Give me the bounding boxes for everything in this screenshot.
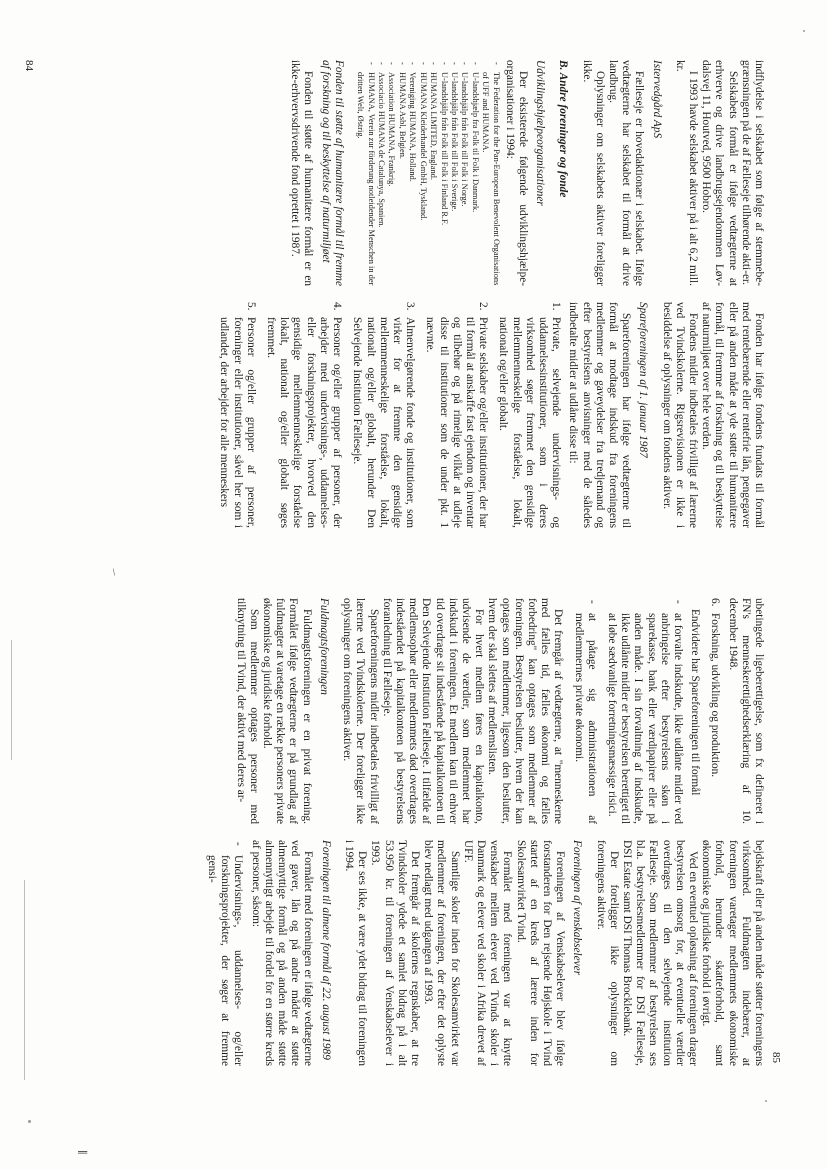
item-text: Personer og/eller grupper af personer, foreninger eller institutioner, såvel her som i udlandet, der arbejder for alle menneskers: [218, 317, 257, 528]
item-number: 2.: [477, 302, 490, 311]
item-number: 6.: [709, 598, 722, 607]
item-number: 4.: [331, 302, 344, 311]
paragraph: Selskabets formål er ifølge vedtægterne at erhverve og drive landbrugsejendommen Løv-dalsvej 11, Houtved, 9500 Hobro.: [700, 60, 739, 286]
column-2: [210, 302, 765, 528]
paragraph: Der ses ikke, at være ydet bidrag til foreningen i 1994.: [342, 840, 369, 1066]
list-item: - at forvalte indskudte, ikke udlånte midler ved anbringelse efter bestyrelsens skøn i sparekasse, bank eller værdipapirer eller på anden måde. I sin forvaltning af indskudte, ikke udlånte midler er bestyrelsen berettiget til at løbe sædvanlige forretningsmæssige risici.: [605, 613, 684, 824]
paragraph: Formålet med foreningen er ifølge vedtægterne ved gaver, lån og på andre måder at støtte almennyttige formål og på anden måde støtte almennyttigt arbejde til fordel for en større kreds af personer, såsom:: [249, 840, 315, 1066]
paragraph: Ved en eventuel opløsning af foreningen drager bestyrelsen omsorg for, at eventuelle værdier overdrages til den selvejende institution Fælleseje. Som medlemmer af bestyrelsen ses bl.a. bestyrelsesmedlemmer for DSI Fælleseje, DSI Estate samt DSI Thomas Brocklebank.: [620, 840, 699, 1066]
paragraph: Fælleseje er hovedaktionær i selskabet. Ifølge vedtægterne har selskabet til formål at drive landbrug.: [606, 60, 646, 286]
paragraph: Det fremgår af skolernes regnskaber, at tre Tvindskoler ydede et samlet bidrag på i alt 53.950 kr. til foreningen af Venskabselever i 1993.: [369, 840, 421, 1066]
list-item: [423, 302, 490, 528]
list-item: [264, 302, 344, 528]
list-item: - HUMANA LIMITED, England.: [428, 72, 438, 286]
item-text: Private selskaber og/eller institutioner, der har til formål at anskaffe fast ejendom og inventar og tilbehør og på rimelige vilkår at udleje disse til institutioner som de under pkt. 1 nævnte.: [424, 317, 490, 528]
pen-mark-icon: /: [109, 565, 118, 577]
paragraph: Spareforeningens midler indbetales frivilligt af lærerne ved Tvindskolerne. Der foreligger ikke oplysninger om foreningens aktiver.: [341, 598, 380, 824]
scan-line: [24, 880, 25, 1080]
paragraph: Fonden har ifølge fondens fundats til formål med rentebærende eller rentefrie lån, pengegaver eller på anden måde at yde støtte til humanitære formål, til fremme af forskning og til beskyttelse af naturmiljøet over hele verden.: [700, 302, 765, 528]
item-number: 3.: [404, 302, 417, 311]
list-item: - U-landshjælp fra Folk til Folk i Danmark.: [469, 72, 479, 286]
paragraph: Fonden til støtte af humanitære formål er en ikke-erhvervsdrivende fond oprettet i 1987.: [289, 60, 315, 286]
paragraph: Der foreligger ikke oplysninger om foreningens aktiver.: [594, 840, 620, 1066]
column-1: [288, 60, 765, 286]
item-text: Almenvelgørende fonde og institutioner, som virker for at fremme den gensidige mellemmenneskelige forståelse, lokalt, nationalt og/eller globalt, herunder Den Selvejende Institution Fælleseje.: [351, 317, 417, 528]
list-item: - U-landshjälp från Folk till Folk i Finland R.F.: [438, 72, 448, 286]
paragraph: Der eksisterede følgende udviklingshjælpe-organisationer i 1994:: [503, 60, 529, 286]
paragraph: For hvert medlem føres en kapitalkonto, udvisende de værdier, som medlemmet har indskudt i foreningen. Et medlem kan til enhver tid overdrage sit indestående på kapitalkontoen til Den Selvejende Institution Fælleseje. I tilfælde af medlemsophør eller medlemmets død overdrages indeståendet på kapitalkontoen på bestyrelsens foranledning til Fælleseje.: [380, 598, 486, 824]
section-heading: Foreningen af venskabselever: [571, 840, 584, 976]
paragraph: indflydelse i selskabet som følge af stemmebe-grænsningen på de af Fælleseje tilhørende akti-er.: [739, 60, 765, 286]
list-item: - Vereniging HUMANA, Holland.: [407, 72, 417, 286]
scan-line: [11, 640, 12, 760]
section-heading: Spareforeningen af 1. januar 1987: [637, 302, 650, 458]
list-item: - HUMANA Asbl, Belgien.: [396, 72, 406, 286]
list-item: - at påtage sig administrationen af medlemmernes private økonomi.: [571, 613, 597, 824]
list-item: - The Federation for the Pan-European Benevolent Organisations of UFF and HUMANA.: [480, 72, 501, 286]
list-item: [708, 598, 722, 824]
paragraph: Samtlige skoler inden for Skolesamvirket var medlemmer af foreningen, der efter det oplyste blev nedlagt med udgangen af 1993.: [422, 840, 461, 1066]
section-heading: Foreningen til almene formål af 22. august 1989: [319, 840, 332, 1060]
item-number: 5.: [244, 302, 257, 311]
item-text: Private, selvejende undervisnings- og uddannelsesinstitutioner, som i deres virksomhed søger fremmet den gensidige mellemmenneskelige forståelse, lokalt, nationalt og/eller globalt.: [497, 317, 563, 528]
section-heading: Fonden til støtte af humanitære formål til fremme af forskning og til beskyttelse af naturmiljøet: [319, 60, 345, 286]
paragraph: Oplysninger om selskabets aktiver foreligger ikke.: [580, 60, 606, 286]
list-item: - HUMANA Kleiderhandel GmbH, Tyskland.: [417, 72, 427, 286]
dash-list: [571, 598, 684, 824]
page-number-right: 85: [770, 1052, 782, 1063]
section-heading: Fuldmagtsforeningen: [317, 598, 330, 695]
list-item: - U-landshjälp från Folk till Folk i Norge.: [459, 72, 469, 286]
numbered-list: [708, 598, 721, 824]
paragraph: Fuldmagtsforeningen er en privat forening. Formålet ifølge vedtægterne er på grundlag af fuldmagter at varetage en række personers private økonomiske og juridiske forhold.: [261, 598, 313, 824]
list-item: [496, 302, 563, 528]
list-item: - U-landshjälp från Folk till Folk i Sverige.: [449, 72, 459, 286]
paragraph: ubetingede ligeberettigelse, som fx defineret i FN's menneskerettighedserklæring af 10. december 1948.: [726, 598, 765, 824]
paragraph: Formålet med foreningen var at knytte venskaber mellem elever ved Tvinds skoler i Danmark og elever ved skoler i Afrika drevet af UFF.: [461, 840, 514, 1066]
paragraph: Endvidere har Spareforeningen til formål: [689, 609, 702, 796]
list-item: [217, 302, 257, 528]
paragraph: I 1993 havde selskabet aktiver på i alt 6,2 mill. kr.: [673, 60, 699, 286]
paragraph: Det fremgår af vedtægterne, at "menneskerne med fælles tid, fælles økonomi og fælles forbedring" kan optages som medlemmer af foreningen. Bestyrelsen beslutter, hvem der kan optages som medlemmer, ligesom den beslutter, hvem der skal slettes af medlemslisten.: [486, 598, 565, 824]
dust-speck: [803, 30, 805, 32]
dash-list: [205, 840, 245, 1066]
column-3: [233, 598, 765, 824]
page-number-left: 84: [23, 60, 35, 71]
paragraph: Fondens midler indbetales frivilligt af lærerne ved Tvindskolerne. Rigsrevisionen er ikke i besiddelse af oplysninger om fondens aktiver.: [660, 302, 699, 528]
paragraph: Som medlemmer optages personer med tilknytning til Tvind, der aktivt med deres ar-: [234, 598, 260, 824]
dust-speck: [765, 1100, 767, 1102]
list-item: [350, 302, 417, 528]
list-item: - Undervisnings-, uddannelses- og/eller forskningsprojekter, der søger at fremme gensi-: [205, 855, 245, 1066]
paragraph: Foreningen af Venskabselever blev ifølge forstanderen for Den rejsende Højskole i Tvind startet af en kreds af lærere inden for Skolesamvirket Tvind.: [514, 840, 567, 1066]
organisation-list: [355, 60, 501, 286]
item-text: Personer og/eller grupper af personer, der arbejder med undervisnings-, uddannelses- eller forskningsprojekter, hvorved den gensidige mellemmenneskelige forståelse lokalt, nationalt og/eller globalt søges fremmet.: [265, 317, 344, 528]
list-item: - HUMANA, Verein zur förderung notleidender Menschen in der dritten Welt, Østrig.: [355, 72, 376, 286]
item-text: Forskning, udvikling og produktion.: [709, 613, 722, 778]
pen-mark-icon: ∥: [76, 1150, 87, 1155]
section-heading: B. Andre foreninger og fonde: [557, 60, 570, 198]
section-heading: Istervedgård ApS: [650, 60, 663, 139]
list-item: - Associacio HUMANA de Catalunya, Spanien.: [376, 72, 386, 286]
list-item: - Association HUMANA, Frankrig.: [386, 72, 396, 286]
paragraph: bejdskraft eller på anden måde støtter foreningens virksomhed. Fuldmagten indebærer, at foreningen varetager medlemmets økonomiske forhold, herunder skatteforhold, samt økonomiske og juridiske forhold i øvrigt.: [700, 840, 765, 1066]
item-number: 1.: [550, 302, 563, 311]
numbered-list: [217, 302, 562, 528]
dust-speck: [28, 1120, 31, 1123]
column-4: [198, 840, 765, 1066]
paragraph: Spareforeningen har ifølge vedtægterne til formål at modtage indskud fra foreningens medlemmer og gaveydelser fra tredjemand og efter bestyrelsens anvisninger med de således indbetalte midler at udlåne disse til:: [567, 302, 633, 528]
section-heading: Udviklingshjælpeorganisationer: [534, 60, 547, 206]
